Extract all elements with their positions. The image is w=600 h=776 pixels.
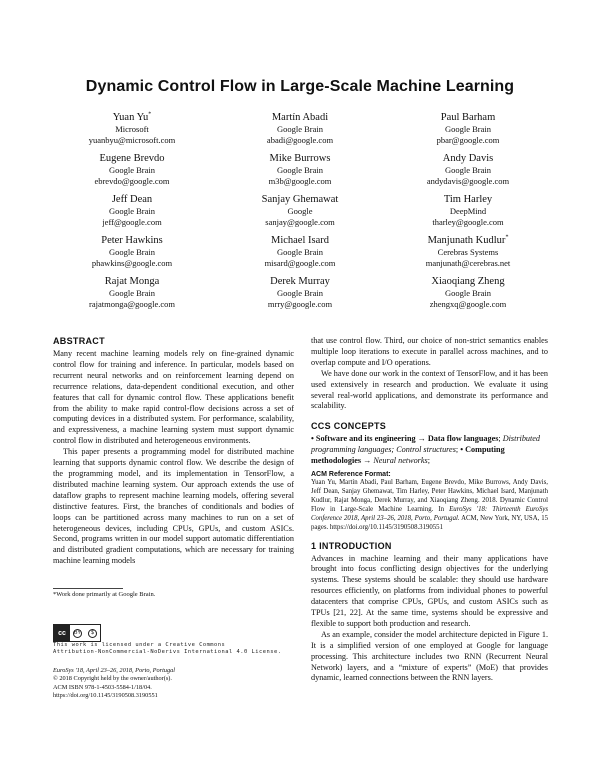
author-email: misard@google.com [264,258,336,268]
left-column [53,336,294,567]
abstract-paragraph: We have done our work in the context of TensorFlow, and it has been used extensively in research and production. We evaluate it using several real-world applications, and demonstrate its performance and scalability. [311,368,548,411]
license-text [53,642,293,657]
publication-info [53,667,293,701]
author-block [216,193,384,234]
author-name: Jeff Dean [111,194,153,205]
author-block [48,275,216,316]
author-name: Andy Davis [442,153,494,164]
abstract-paragraph: This paper presents a programming model for distributed machine learning that supports dynamic control flow. We describe the design of the programming model, and its implementation in TensorFlow, a distributed machine learning system. Our approach extends the use of dataflow graphs to represent machine learning models, offering several distinctive features. First, the branches of conditionals and bodies of loops can be partitioned across many machines to run on a set of heterogeneous devices, including CPUs, GPUs, and custom ASICs. Second, programs written in our model support automatic differentiation and distributed gradient computations, which are necessary for training machine learning models [53,447,294,566]
author-grid [48,111,552,316]
author-email: pbar@google.com [436,135,500,145]
acm-reference-heading: ACM Reference Format: [311,471,391,479]
license-line: Attribution-NonCommercial-NoDerivs International 4.0 License. [53,649,282,656]
author-email: yuanbyu@microsoft.com [88,135,176,145]
author-name: Rajat Monga [104,276,160,287]
author-affiliation: Cerebras Systems [437,247,499,257]
author-email: abadi@google.com [266,135,334,145]
author-block [384,152,552,193]
footnote: *Work done primarily at Google Brain. [53,591,156,598]
author-affiliation: Google Brain [108,206,156,216]
author-name: Paul Barham [440,112,496,123]
author-block [48,234,216,275]
author-name: Michael Isard [270,235,330,246]
author-name: Mike Burrows [269,153,331,164]
author-affiliation: Google Brain [108,247,156,257]
introduction-heading: 1 INTRODUCTION [311,540,392,551]
ccs-heading: CCS CONCEPTS [311,421,387,432]
author-affiliation: Google Brain [444,288,492,298]
author-name: Tim Harley [443,194,493,205]
author-block [384,193,552,234]
author-email: rajatmonga@google.com [89,299,175,309]
right-column [311,336,548,684]
author-email: phawkins@google.com [91,258,173,268]
abstract-heading: ABSTRACT [53,336,105,346]
abstract-paragraph: Many recent machine learning models rely on fine-grained dynamic control flow for training and inference. In particular, models based on recurrent neural networks and on reinforcement learning depend on recurrence relations, data-dependent conditional execution, and other features that call for dynamic control flow. These applications benefit from the ability to make rapid control-flow decisions across a set of computing devices in a distributed system. For performance, scalability, and expressiveness, a machine learning system must support dynamic control flow in distributed and heterogeneous environments. [53,349,294,446]
author-affiliation: Google Brain [444,124,492,134]
author-name: Derek Murray [270,276,330,287]
author-email: mrry@google.com [267,299,333,309]
paper-title: Dynamic Control Flow in Large-Scale Machine Learning [85,78,515,95]
author-affiliation: Google Brain [276,288,324,298]
isbn-line: ACM ISBN 978-1-4503-5584-1/18/04. [53,683,152,691]
author-block [384,111,552,152]
author-email: zhengxq@google.com [429,299,507,309]
author-footnote-mark: * [505,234,509,241]
author-affiliation: DeepMind [449,206,487,216]
author-affiliation: Google Brain [276,165,324,175]
author-block [216,234,384,275]
author-name: Martín Abadi [271,112,329,123]
copyright-line: © 2018 Copyright held by the owner/author(s). [53,675,172,683]
author-affiliation: Microsoft [115,124,149,134]
author-email: sanjay@google.com [265,217,335,227]
author-block [216,152,384,193]
author-affiliation: Google Brain [444,165,492,175]
author-email: manjunath@cerebras.net [425,258,511,268]
author-block [216,111,384,152]
author-block [384,275,552,316]
intro-paragraph: As an example, consider the model architecture depicted in Figure 1. It is a simplified version of one employed at Google for language processing. This architecture includes two RNN (Recurrent Neural Network) layers, and a “mixture of experts” (MoE) that provides dynamic, learned connections between the RNN layers. [311,629,548,683]
abstract-paragraph: that use control flow. Third, our choice of non-strict semantics enables multiple loop iterations to execute in parallel across machines, and to overlap compute and I/O operations. [311,336,548,367]
author-block [48,111,216,152]
author-email: tharley@google.com [432,217,504,227]
author-name: Eugene Brevdo [99,153,165,164]
cc-by-icon: BY [74,629,81,636]
author-name: Yuan Yu [112,112,149,123]
author-affiliation: Google Brain [276,124,324,134]
author-block [48,193,216,234]
intro-paragraph: Advances in machine learning and their many applications have brought into focus conflicting design objectives for the underlying systems. These systems should be scalable: they should use hardware resources efficiently, on platforms from individual phones to powerful datacenters that comprise CPUs, GPUs, and custom ASICs such as TPUs [21, 22]. At the same time, systems should be expressive and flexible to support both production and research. [311,553,548,628]
author-name: Sanjay Ghemawat [261,194,339,205]
venue-line: EuroSys '18, April 23–26, 2018, Porto, Portugal [53,667,176,674]
author-block [216,275,384,316]
author-email: m3b@google.com [268,176,332,186]
author-footnote-mark: * [148,111,152,118]
author-affiliation: Google Brain [108,288,156,298]
cc-logo: cc [54,625,70,641]
footnote-rule [53,588,123,589]
author-name: Peter Hawkins [101,235,163,246]
cc-license-icon[interactable] [53,624,101,642]
author-affiliation: Google [287,206,313,216]
cc-nc-icon: $ [88,629,97,638]
author-affiliation: Google Brain [108,165,156,175]
author-email: andydavis@google.com [426,176,510,186]
author-affiliation: Google Brain [276,247,324,257]
author-email: jeff@google.com [102,217,162,227]
ccs-concepts: • Software and its engineering → Data flow languages; Distributed programming languages; Control structures; • Computing methodologies → Neural networks; [311,434,541,466]
doi-link[interactable]: https://doi.org/10.1145/3190508.3190551 [53,692,158,700]
author-email: ebrevdo@google.com [94,176,170,186]
author-name: Manjunath Kudlur [427,235,506,246]
author-name: Xiaoqiang Zheng [431,276,505,287]
author-block [48,152,216,193]
author-block [384,234,552,275]
license-line: This work is licensed under a Creative Commons [53,642,226,648]
acm-reference-text: Yuan Yu, Martín Abadi, Paul Barham, Eugene Brevdo, Mike Burrows, Andy Davis, Jeff Dean, Sanjay Ghemawat, Tim Harley, Peter Hawkins, Michael Isard, Manjunath Kudlur, Rajat Monga, Derek Murray, and Xiaoqiang Zheng. 2018. Dynamic Control Flow in Large-Scale Machine Learning. In EuroSys '18: Thirteenth EuroSys Conference 2018, April 23–26, 2018, Porto, Portugal. ACM, New York, NY, USA, 15 pages. https://doi.org/10.1145/3190508.3190551 [311,479,549,531]
